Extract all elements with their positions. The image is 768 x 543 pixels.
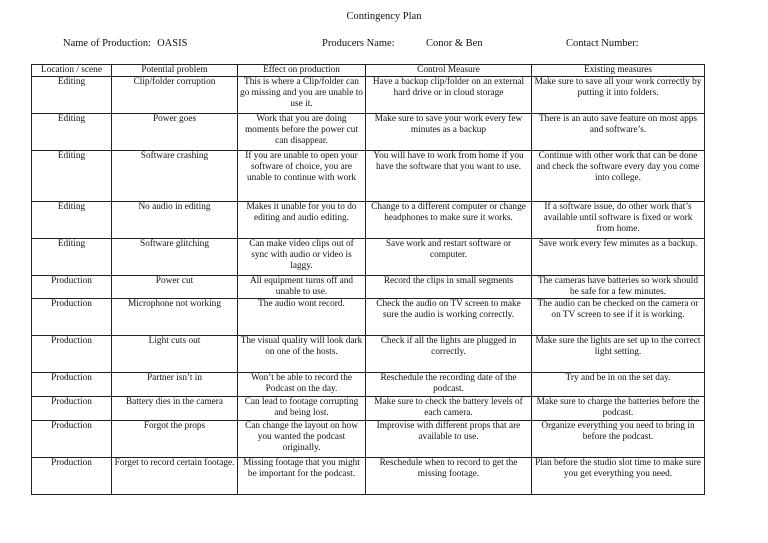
- table-row: [32, 373, 705, 397]
- location-cell: Production: [32, 299, 112, 336]
- existing-measures-cell: The audio can be checked on the camera or on TV screen to see if it is working.: [532, 299, 705, 336]
- existing-measures-cell: Make sure the lights are set up to the correct light setting.: [532, 336, 705, 373]
- control-measure-cell: Make sure to save your work every few minutes as a backup: [366, 114, 532, 151]
- problem-cell: Partner isn’t in: [112, 373, 238, 397]
- effect-cell: Makes it unable for you to do editing and audio editing.: [238, 202, 366, 239]
- location-cell: Production: [32, 373, 112, 397]
- problem-cell: Software crashing: [112, 151, 238, 202]
- control-measure-cell: Check if all the lights are plugged in correctly.: [366, 336, 532, 373]
- effect-cell: The audio wont record.: [238, 299, 366, 336]
- control-measure-cell: Record the clips in small segments: [366, 276, 532, 299]
- location-cell: Production: [32, 336, 112, 373]
- table-row: [32, 239, 705, 276]
- table-row: [32, 114, 705, 151]
- existing-measures-cell: Continue with other work that can be done and check the software every day you come into college.: [532, 151, 705, 202]
- production-name-label: Name of Production:: [63, 38, 152, 49]
- control-measure-cell: Change to a different computer or change headphones to make sure it works.: [366, 202, 532, 239]
- location-cell: Production: [32, 421, 112, 458]
- location-cell: Editing: [32, 151, 112, 202]
- table-row: [32, 299, 705, 336]
- table-row: [32, 77, 705, 114]
- production-name-line: [63, 38, 187, 49]
- header-potential-problem: Potential problem: [112, 65, 238, 77]
- existing-measures-cell: There is an auto save feature on most apps and software’s.: [532, 114, 705, 151]
- problem-cell: Clip/folder corruption: [112, 77, 238, 114]
- producers-name-value: Conor & Ben: [426, 38, 483, 49]
- effect-cell: This is where a Clip/folder can go missing and you are unable to use it.: [238, 77, 366, 114]
- existing-measures-cell: Plan before the studio slot time to make sure you get everything you need.: [532, 458, 705, 495]
- problem-cell: Microphone not working: [112, 299, 238, 336]
- table-row: [32, 202, 705, 239]
- producers-name-label: Producers Name:: [322, 38, 395, 49]
- control-measure-cell: Have a backup clip/folder on an external hard drive or in cloud storage: [366, 77, 532, 114]
- location-cell: Editing: [32, 202, 112, 239]
- existing-measures-cell: Save work every few minutes as a backup.: [532, 239, 705, 276]
- problem-cell: No audio in editing: [112, 202, 238, 239]
- existing-measures-cell: Make sure to charge the batteries before the podcast.: [532, 397, 705, 421]
- existing-measures-cell: Organize everything you need to bring in before the podcast.: [532, 421, 705, 458]
- existing-measures-cell: The cameras have batteries so work should be safe for a few minutes.: [532, 276, 705, 299]
- table-header-row: [32, 65, 705, 77]
- contact-number-label: Contact Number:: [566, 38, 639, 49]
- control-measure-cell: Improvise with different props that are available to use.: [366, 421, 532, 458]
- contingency-table: [31, 64, 705, 495]
- header-existing-measures: Existing measures: [532, 65, 705, 77]
- problem-cell: Power cut: [112, 276, 238, 299]
- location-cell: Production: [32, 276, 112, 299]
- header-effect: Effect on production: [238, 65, 366, 77]
- table-row: [32, 336, 705, 373]
- header-control-measure: Control Measure: [366, 65, 532, 77]
- control-measure-cell: Save work and restart software or computer.: [366, 239, 532, 276]
- table-row: [32, 276, 705, 299]
- effect-cell: If you are unable to open your software of choice, you are unable to continue with work: [238, 151, 366, 202]
- table-body: [32, 77, 705, 495]
- problem-cell: Light cuts out: [112, 336, 238, 373]
- table-row: [32, 397, 705, 421]
- control-measure-cell: Reschedule when to record to get the missing footage.: [366, 458, 532, 495]
- effect-cell: Missing footage that you might be important for the podcast.: [238, 458, 366, 495]
- problem-cell: Forget to record certain footage.: [112, 458, 238, 495]
- location-cell: Editing: [32, 114, 112, 151]
- existing-measures-cell: Make sure to save all your work correctly by putting it into folders.: [532, 77, 705, 114]
- effect-cell: Work that you are doing moments before the power cut can disappear.: [238, 114, 366, 151]
- problem-cell: Battery dies in the camera: [112, 397, 238, 421]
- location-cell: Editing: [32, 77, 112, 114]
- effect-cell: The visual quality will look dark on one of the hosts.: [238, 336, 366, 373]
- effect-cell: Won’t be able to record the Podcast on the day.: [238, 373, 366, 397]
- control-measure-cell: Make sure to check the battery levels of each camera.: [366, 397, 532, 421]
- location-cell: Production: [32, 458, 112, 495]
- problem-cell: Power goes: [112, 114, 238, 151]
- header-location: Location / scene: [32, 65, 112, 77]
- effect-cell: Can make video clips out of sync with audio or video is laggy.: [238, 239, 366, 276]
- effect-cell: Can lead to footage corrupting and being lost.: [238, 397, 366, 421]
- control-measure-cell: Check the audio on TV screen to make sure the audio is working correctly.: [366, 299, 532, 336]
- effect-cell: All equipment turns off and unable to use.: [238, 276, 366, 299]
- existing-measures-cell: If a software issue, do other work that’s available until software is fixed or work from home.: [532, 202, 705, 239]
- location-cell: Production: [32, 397, 112, 421]
- table-row: [32, 458, 705, 495]
- problem-cell: Software glitching: [112, 239, 238, 276]
- table-row: [32, 421, 705, 458]
- effect-cell: Can change the layout on how you wanted the podcast originally.: [238, 421, 366, 458]
- control-measure-cell: You will have to work from home if you have the software that you want to use.: [366, 151, 532, 202]
- production-name-value: OASIS: [157, 38, 188, 49]
- document-title: Contingency Plan: [346, 11, 422, 22]
- problem-cell: Forgot the props: [112, 421, 238, 458]
- existing-measures-cell: Try and be in on the set day.: [532, 373, 705, 397]
- table-row: [32, 151, 705, 202]
- location-cell: Editing: [32, 239, 112, 276]
- control-measure-cell: Reschedule the recording date of the podcast.: [366, 373, 532, 397]
